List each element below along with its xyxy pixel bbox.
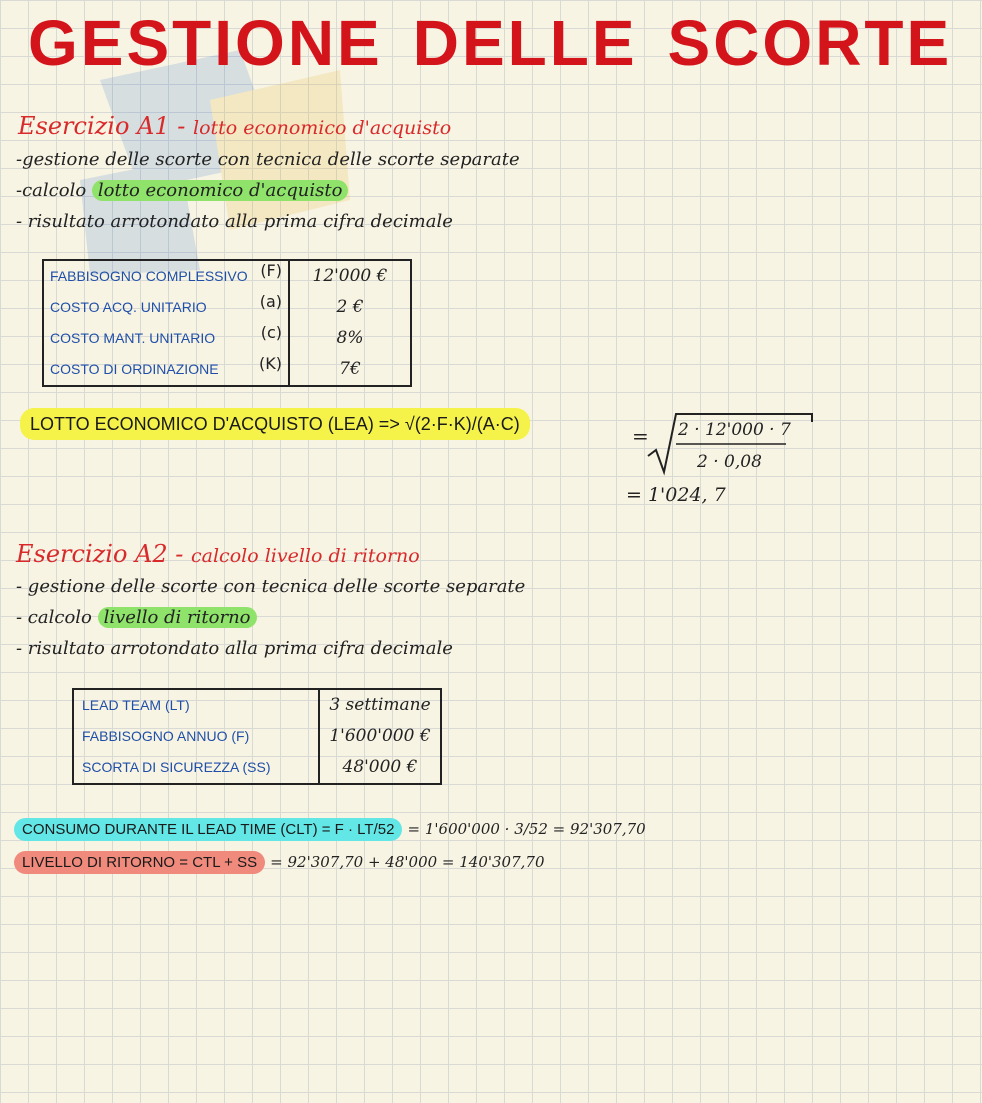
a2-label-column	[73, 689, 319, 784]
a2-bullet-3: - risultato arrotondato alla prima cifra decimale	[16, 638, 453, 659]
exercise-a1-subtitle: lotto economico d'acquisto	[193, 117, 452, 139]
a1-value-column	[289, 260, 411, 386]
a1-row-value: 8%	[336, 328, 364, 348]
title-word-1: GESTIONE	[28, 7, 383, 79]
exercise-a1-heading	[18, 112, 451, 140]
title-word-3: SCORTE	[667, 7, 953, 79]
lea-equals: =	[632, 424, 649, 448]
a1-bullet-2-prefix: -calcolo	[16, 180, 87, 201]
exercise-a2-subtitle: calcolo livello di ritorno	[191, 545, 420, 567]
page-title	[28, 6, 982, 80]
a1-row-symbol: (F)	[260, 261, 282, 280]
a1-bullet-2	[16, 180, 348, 201]
a2-data-table	[72, 688, 442, 785]
a1-row-value: 2 €	[336, 297, 364, 317]
a2-row-value: 1'600'000 €	[329, 726, 431, 746]
a1-row	[44, 323, 288, 354]
a1-bullet-3: - risultato arrotondato alla prima cifra decimale	[16, 211, 453, 232]
a1-label-column	[43, 260, 289, 386]
lea-denominator: 2 · 0,08	[697, 452, 762, 472]
a1-row-symbol: (K)	[259, 354, 282, 373]
a1-row	[44, 292, 288, 323]
a1-row	[44, 261, 288, 292]
a1-data-table	[42, 259, 412, 387]
lea-numerator: 2 · 12'000 · 7	[678, 420, 791, 440]
a2-row-label: FABBISOGNO ANNUO (F)	[82, 728, 250, 744]
a1-row-label: COSTO ACQ. UNITARIO	[50, 299, 207, 315]
consumo-label: CONSUMO DURANTE IL LEAD TIME (CLT) = F · LT/52	[14, 818, 402, 841]
a2-bullet-2-prefix: - calcolo	[16, 607, 92, 628]
a2-row-value: 48'000 €	[342, 757, 418, 777]
a2-row-label: LEAD TEAM (LT)	[82, 697, 190, 713]
consumo-line	[14, 819, 646, 838]
livello-calc: = 92'307,70 + 48'000 = 140'307,70	[270, 853, 545, 871]
a1-row	[44, 354, 288, 385]
a1-row-value: 12'000 €	[312, 266, 388, 286]
a2-row-value: 3 settimane	[329, 695, 431, 715]
a1-bullet-2-highlight: lotto economico d'acquisto	[92, 180, 349, 201]
lea-formula-label: LOTTO ECONOMICO D'ACQUISTO (LEA) =>	[30, 414, 400, 434]
livello-line	[14, 852, 545, 871]
a1-row-symbol: (c)	[260, 323, 282, 342]
a2-bullet-2-highlight: livello di ritorno	[98, 607, 257, 628]
exercise-a1-title: Esercizio A1 -	[18, 112, 186, 140]
lea-formula-expression: √(2·F·K)/(A·C)	[404, 414, 520, 434]
a1-row-label: COSTO MANT. UNITARIO	[50, 330, 216, 346]
a2-bullet-2	[16, 607, 257, 628]
a2-row-label: SCORTA DI SICUREZZA (SS)	[82, 759, 271, 775]
a2-value-column	[319, 689, 441, 784]
lea-formula	[20, 414, 530, 435]
lea-result: = 1'024, 7	[626, 484, 726, 506]
a1-row-symbol: (a)	[259, 292, 282, 311]
a1-row-label: FABBISOGNO COMPLESSIVO	[50, 268, 248, 284]
exercise-a2-title: Esercizio A2 -	[16, 540, 184, 568]
livello-label: LIVELLO DI RITORNO = CTL + SS	[14, 851, 265, 874]
exercise-a2-heading	[16, 540, 420, 568]
a2-bullet-1: - gestione delle scorte con tecnica delle scorte separate	[16, 576, 526, 597]
consumo-calc: = 1'600'000 · 3/52 = 92'307,70	[407, 820, 646, 838]
title-word-2: DELLE	[412, 7, 638, 79]
a1-bullet-1: -gestione delle scorte con tecnica delle scorte separate	[16, 149, 520, 170]
a1-row-value: 7€	[339, 359, 361, 379]
a1-row-label: COSTO DI ORDINAZIONE	[50, 361, 219, 377]
lea-formula-highlight	[20, 408, 530, 440]
